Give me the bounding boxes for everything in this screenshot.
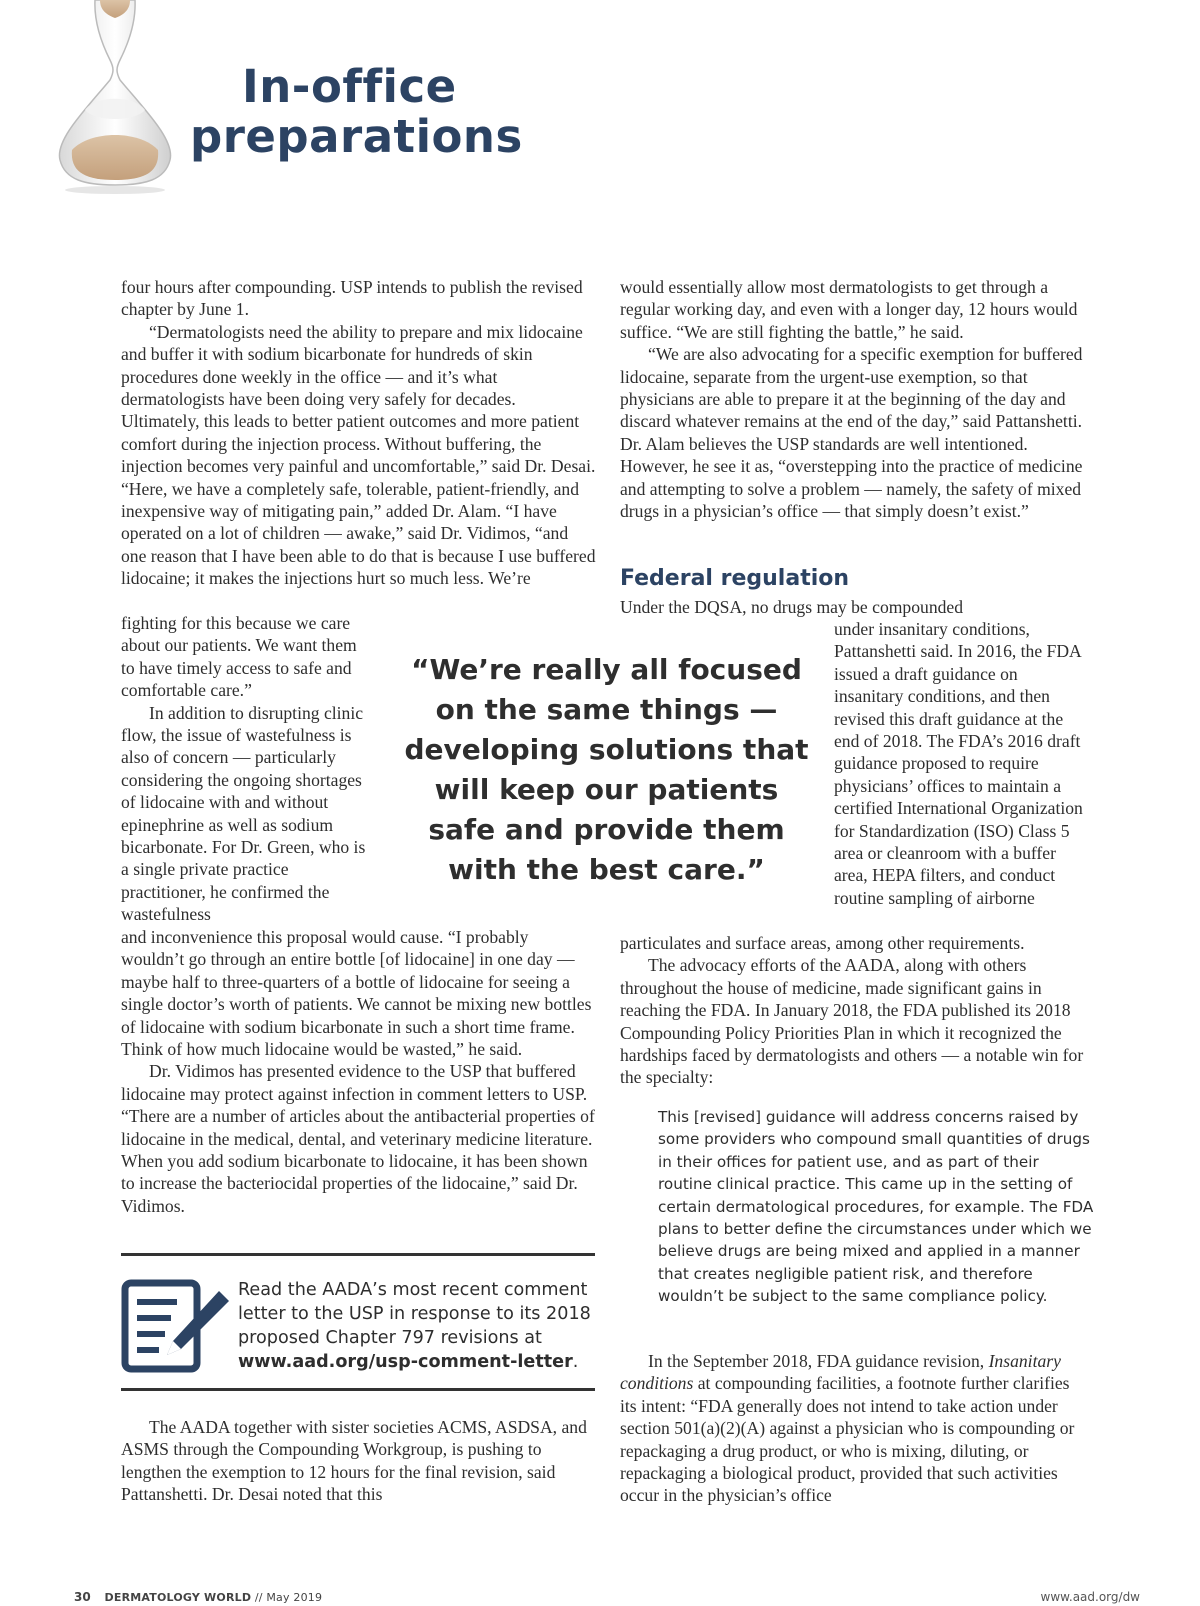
- right-column-top: [620, 276, 1090, 522]
- paragraph: would essentially allow most dermatologists to get through a regular working day, and even with a longer day, 12 hours would suffice. “We are still fighting the battle,” he said.: [620, 277, 1078, 342]
- paragraph: “We are also advocating for a specific exemption for buffered lidocaine, separate from the urgent-use exemption, so that physicians are able to prepare it at the beginning of the day and discard whatever remains at the end of the day,” said Pattanshetti. Dr. Alam believes the USP standards are well intentioned. However, he see it as, “overstepping into the practice of medicine and attempting to solve a problem — namely, the safety of mixed drugs in a physician’s office — that simply doesn’t exist.”: [620, 344, 1083, 522]
- fda-blockquote: This [revised] guidance will address concerns raised by some providers who compound small quantities of drugs in their offices for patient use, and as part of their routine clinical practice. This came up in the setting of certain dermatological procedures, for example. The FDA plans to better define the circumstances under which we believe drugs are being mixed and applied in a manner that creates negligible patient risk, and therefore wouldn’t be subject to the same compliance policy.: [658, 1108, 1094, 1306]
- paragraph: Dr. Vidimos has presented evidence to the USP that buffered lidocaine may protect against infection in comment letters to USP. “There are a number of articles about the antibacterial properties of lidocaine in the medical, dental, and veterinary medicine literature. When you add sodium bicarbonate to lidocaine, it has been shown to increase the bacteriocidal properties of the lidocaine,” said Dr. Vidimos.: [121, 1061, 595, 1216]
- page-number: 30: [74, 1590, 91, 1604]
- pull-quote: “We’re really all focused on the same things — developing solutions that will keep our patients safe and provide them with the best care.”: [404, 653, 809, 886]
- title-line-2: preparations: [190, 110, 523, 163]
- callout-text: [238, 1278, 598, 1374]
- callout-body: Read the AADA’s most recent comment letter to the USP in response to its 2018 proposed Chapter 797 revisions at: [238, 1280, 591, 1348]
- paragraph: Under the DQSA, no drugs may be compounded: [620, 597, 964, 617]
- paragraph: In addition to disrupting clinic flow, the issue of wastefulness is also of concern — particularly considering the ongoing shortages of lidocaine with and without epinephrine as well as sodium bicarbonate. For Dr. Green, who is a single private practice practitioner, he confirmed the wastefulness: [121, 702, 366, 925]
- title-line-1: In-office: [242, 60, 457, 113]
- paragraph: [620, 1350, 1090, 1507]
- page-title: [190, 62, 523, 162]
- paragraph: and inconvenience this proposal would cause. “I probably wouldn’t go through an entire bottle [of lidocaine] in one day — maybe half to three-quarters of a bottle of lidocaine for seeing a single doctor’s worth of patients. We cannot be mixing new bottles of lidocaine with sodium bicarbonate in such a short time frame. Think of how much lidocaine would be wasted,” he said.: [121, 927, 592, 1060]
- right-column-first-line: [620, 596, 1090, 618]
- paragraph: particulates and surface areas, among other requirements.: [620, 933, 1025, 953]
- footer-left: [74, 1590, 322, 1604]
- right-column-bottom: [620, 932, 1090, 1089]
- footer-url[interactable]: www.aad.org/dw: [1040, 1590, 1140, 1604]
- paragraph-start: In the September 2018, FDA guidance revision,: [648, 1351, 985, 1371]
- section-heading: Federal regulation: [620, 566, 850, 591]
- paragraph: “Dermatologists need the ability to prepare and mix lidocaine and buffer it with sodium bicarbonate for hundreds of skin procedures done weekly in the office — and it’s what dermatologists have been doing very safely for decades. Ultimately, this leads to better patient outcomes and more patient comfort during the injection process. Without buffering, the injection becomes very painful and uncomfortable,” said Dr. Desai. “Here, we have a completely safe, tolerable, patient-friendly, and inexpensive way of mitigating pain,” added Dr. Alam. “I have operated on a lot of children — awake,” said Dr. Vidimos, “and one reason that I have been able to do that is because I use buffered lidocaine; it makes the injections hurt so much less. We’re: [121, 321, 596, 589]
- right-column-narrow: [834, 618, 1090, 909]
- publication-name: [105, 1591, 323, 1604]
- paragraph: The AADA together with sister societies ACMS, ASDSA, and ASMS through the Compounding Workgroup, is pushing to lengthen the exemption to 12 hours for the final revision, said Pattanshetti. Dr. Desai noted that this: [121, 1417, 587, 1505]
- left-column-top: [121, 276, 596, 590]
- right-column-final: [620, 1350, 1090, 1507]
- paragraph: under insanitary conditions, Pattanshetti said. In 2016, the FDA issued a draft guidance on insanitary conditions, and then revised this draft guidance at the end of 2018. The FDA’s 2016 draft guidance proposed to require physicians’ offices to maintain a certified International Organization for Standardization (ISO) Class 5 area or cleanroom with a buffer area, HEPA filters, and conduct routine sampling of airborne: [834, 619, 1083, 908]
- paragraph-rest: at compounding facilities, a footnote further clarifies its intent: “FDA generally does not intend to take action under section 501(a)(2)(A) against a physician who is compounding or repackaging a drug product, or who is mixing, diluting, or repackaging a biological product, provided that such activities occur in the physician’s office: [620, 1373, 1075, 1506]
- hourglass-icon: [50, 0, 180, 195]
- document-pencil-icon: [121, 1275, 231, 1375]
- publication-title: DERMATOLOGY WORLD: [104, 1591, 252, 1604]
- paragraph: fighting for this because we care about our patients. We want them to have timely access to safe and comfortable care.”: [121, 613, 357, 701]
- document-title-italic: Insanitary conditions: [620, 1351, 1061, 1394]
- left-column-last: [121, 1416, 596, 1506]
- left-column-bottom: [121, 926, 596, 1217]
- paragraph: The advocacy efforts of the AADA, along with others throughout the house of medicine, made significant gains in reaching the FDA. In January 2018, the FDA published its 2018 Compounding Policy Priorities Plan in which it recognized the hardships faced by dermatologists and others — a notable win for the specialty:: [620, 955, 1084, 1088]
- callout-period: .: [572, 1352, 579, 1372]
- comment-letter-link[interactable]: www.aad.org/usp-comment-letter: [238, 1352, 573, 1372]
- left-column-narrow: [121, 612, 371, 926]
- callout-divider-top: [121, 1253, 595, 1256]
- callout-divider-bottom: [121, 1388, 595, 1391]
- issue-date: // May 2019: [254, 1591, 323, 1604]
- paragraph: four hours after compounding. USP intends to publish the revised chapter by June 1.: [121, 277, 583, 320]
